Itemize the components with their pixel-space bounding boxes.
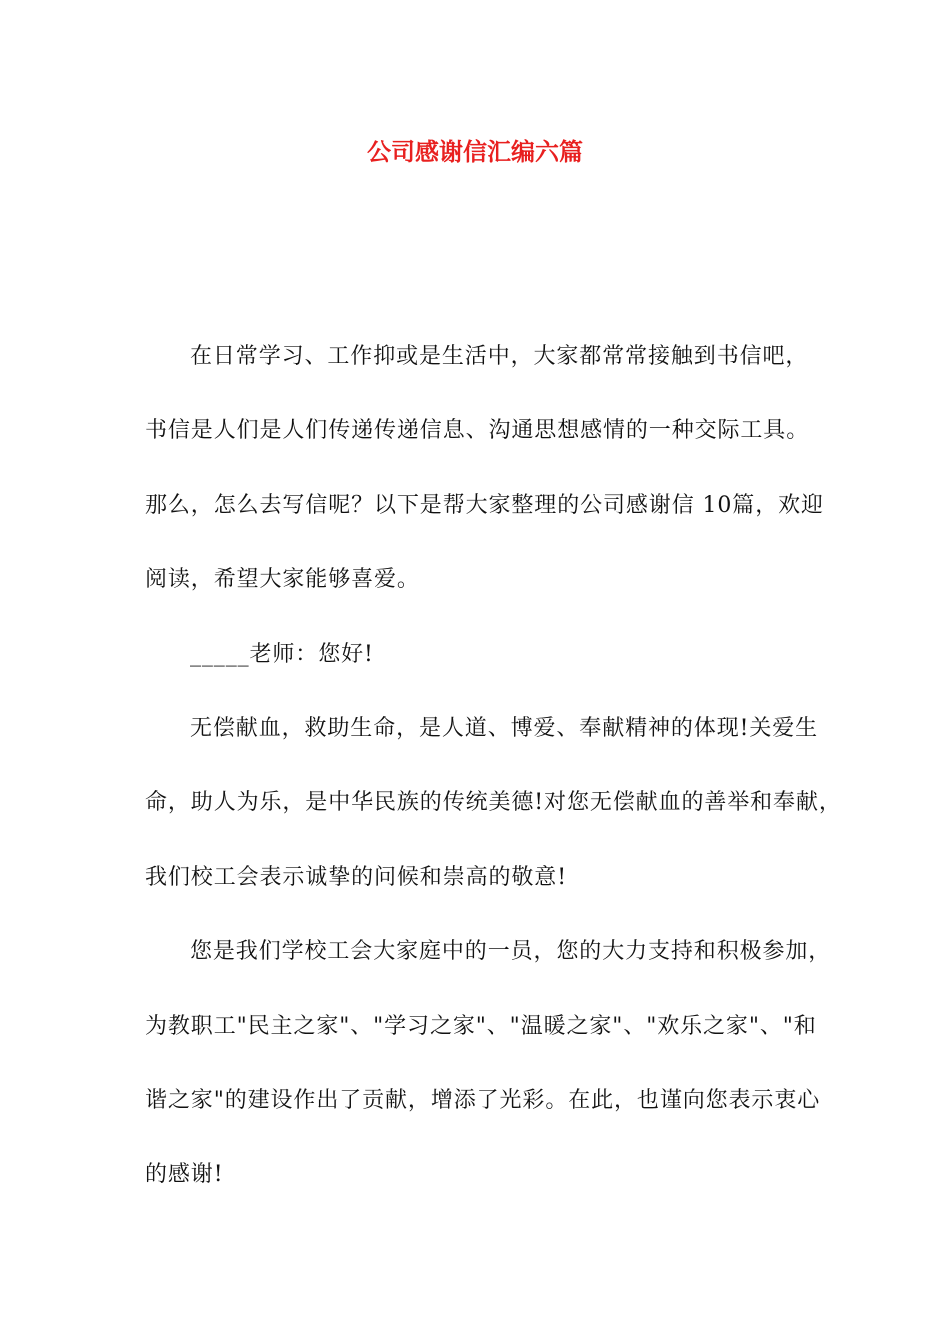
paragraph-2-line-1: 无偿献血，救助生命，是人道、博爱、奉献精神的体现!关爱生 <box>190 715 819 741</box>
paragraph-2-line-2: 命，助人为乐，是中华民族的传统美德!对您无偿献血的善举和奉献， <box>145 790 842 816</box>
paragraph-3-line-2: 为教职工"民主之家"、"学习之家"、"温暖之家"、"欢乐之家"、"和 <box>145 1013 817 1039</box>
salutation-line: _____老师：您好! <box>190 641 374 667</box>
paragraph-2-line-3: 我们校工会表示诚挚的问候和崇高的敬意! <box>145 864 567 890</box>
paragraph-1-line-1: 在日常学习、工作抑或是生活中，大家都常常接触到书信吧， <box>190 344 809 369</box>
paragraph-3-line-1: 您是我们学校工会大家庭中的一员，您的大力支持和积极参加， <box>190 939 832 965</box>
document-body <box>145 320 842 1213</box>
paragraph-3-line-4: 的感谢! <box>145 1162 224 1188</box>
document-title: 公司感谢信汇编六篇 <box>367 138 583 166</box>
paragraph-3-line-3: 谐之家"的建设作出了贡献，增添了光彩。在此，也谨向您表示衷心 <box>145 1087 821 1113</box>
paragraph-1-line-2: 书信是人们是人们传递传递信息、沟通思想感情的一种交际工具。 <box>145 418 810 444</box>
paragraph-1-line-4: 阅读，希望大家能够喜爱。 <box>145 567 420 593</box>
paragraph-1-line-3: 那么，怎么去写信呢？以下是帮大家整理的公司感谢信 10篇，欢迎 <box>145 492 824 518</box>
